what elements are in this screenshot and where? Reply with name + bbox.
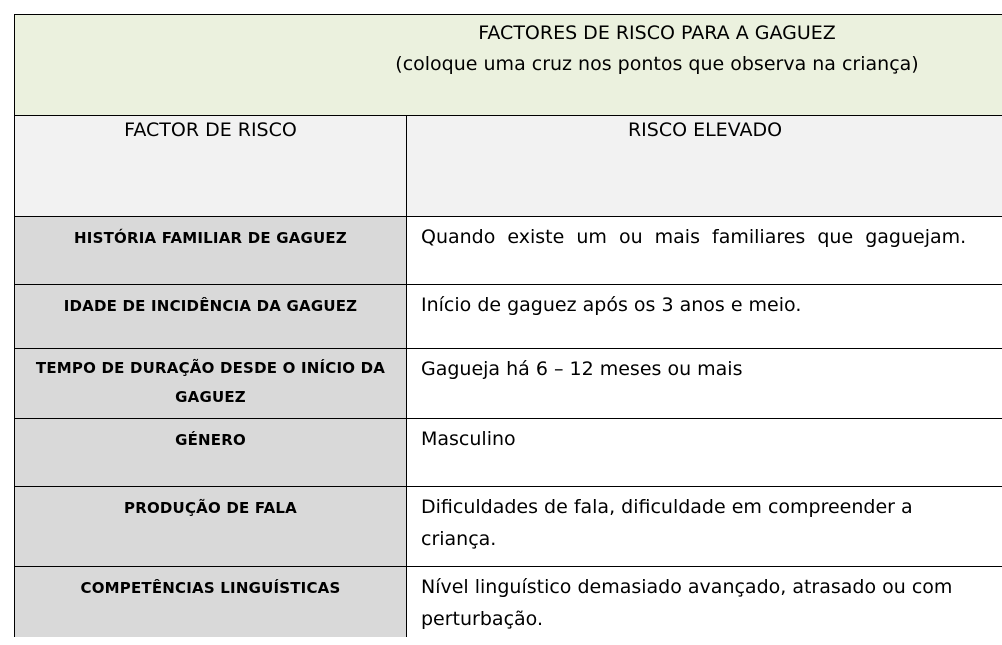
table-row bbox=[15, 348, 1002, 418]
factor-label: GÉNERO bbox=[175, 431, 246, 449]
factor-cell bbox=[15, 419, 407, 486]
risk-text: Nível linguístico demasiado avançado, atrasado ou com perturbação. bbox=[421, 576, 953, 630]
risk-text: Masculino bbox=[421, 428, 516, 450]
risk-cell bbox=[407, 285, 1002, 348]
column-header-risk-label: RISCO ELEVADO bbox=[627, 119, 783, 141]
factor-cell bbox=[15, 349, 407, 418]
factor-cell bbox=[15, 567, 407, 637]
risk-text: Gagueja há 6 – 12 meses ou mais bbox=[421, 358, 743, 380]
factor-label: HISTÓRIA FAMILIAR DE GAGUEZ bbox=[74, 229, 347, 247]
column-header-risk bbox=[407, 116, 1002, 216]
table-row bbox=[15, 216, 1002, 284]
table-row bbox=[15, 284, 1002, 348]
factor-label: IDADE DE INCIDÊNCIA DA GAGUEZ bbox=[63, 297, 358, 315]
table-title-band bbox=[15, 15, 1002, 115]
factor-label: TEMPO DE DURAÇÃO DESDE O INÍCIO DA GAGUEZ bbox=[35, 359, 386, 406]
column-header-factor-label: FACTOR DE RISCO bbox=[124, 119, 297, 141]
table-title: FACTORES DE RISCO PARA A GAGUEZ bbox=[478, 22, 836, 44]
factor-label: COMPETÊNCIAS LINGUÍSTICAS bbox=[80, 579, 341, 597]
factor-cell bbox=[15, 285, 407, 348]
risk-text: Dificuldades de fala, dificuldade em compreender a criança. bbox=[421, 496, 913, 550]
risk-cell bbox=[407, 487, 1002, 566]
risk-cell bbox=[407, 567, 1002, 637]
column-header-factor bbox=[15, 116, 407, 216]
table-row bbox=[15, 566, 1002, 637]
risk-factors-table bbox=[14, 14, 1002, 637]
factor-label: PRODUÇÃO DE FALA bbox=[124, 499, 297, 517]
risk-text: Início de gaguez após os 3 anos e meio. bbox=[421, 294, 802, 316]
risk-cell bbox=[407, 349, 1002, 418]
factor-cell bbox=[15, 217, 407, 284]
factor-cell bbox=[15, 487, 407, 566]
table-row bbox=[15, 418, 1002, 486]
table-subtitle: (coloque uma cruz nos pontos que observa na criança) bbox=[395, 53, 919, 75]
risk-text: Quando existe um ou mais familiares que gaguejam. bbox=[421, 226, 967, 248]
risk-cell bbox=[407, 419, 1002, 486]
risk-cell bbox=[407, 217, 1002, 284]
table-row bbox=[15, 486, 1002, 566]
column-header-row bbox=[15, 115, 1002, 216]
